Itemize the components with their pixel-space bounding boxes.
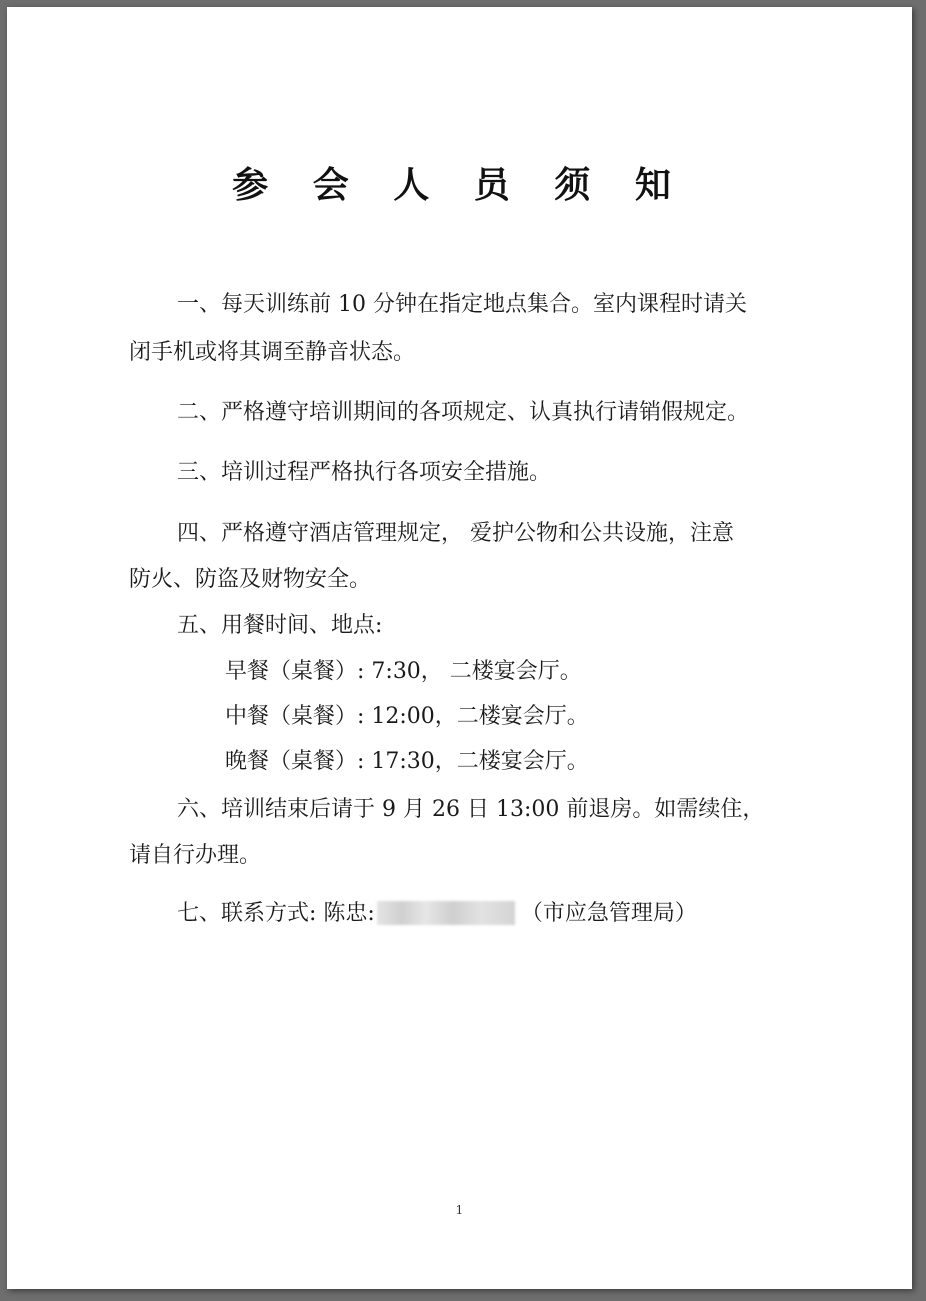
document-page [7, 7, 912, 1289]
item-1-line-2: 闭手机或将其调至静音状态。 [129, 340, 416, 365]
item-6-line-2: 请自行办理。 [129, 843, 262, 868]
redacted-phone-number [377, 901, 515, 925]
item-4-line-2: 防火、防盗及财物安全。 [129, 567, 372, 592]
item-7-suffix: （市应急管理局） [520, 901, 697, 926]
item-3: 三、培训过程严格执行各项安全措施。 [177, 460, 552, 485]
item-7-prefix: 七、联系方式: 陈忠: [177, 901, 375, 926]
page-number: 1 [455, 1203, 464, 1217]
item-7 [177, 899, 697, 929]
item-6-line-1: 六、培训结束后请于 9 月 26 日 13:00 前退房。如需续住， [177, 797, 765, 822]
item-5-lunch: 中餐（桌餐）: 12:00，二楼宴会厅。 [225, 704, 589, 729]
item-1-line-1: 一、每天训练前 10 分钟在指定地点集合。室内课程时请关 [177, 292, 747, 317]
item-4-line-1: 四、严格遵守酒店管理规定， 爱护公物和公共设施，注意 [177, 521, 734, 546]
item-2: 二、严格遵守培训期间的各项规定、认真执行请销假规定。 [177, 400, 750, 425]
item-5-heading: 五、用餐时间、地点: [177, 613, 383, 638]
document-title: 参 会 人 员 须 知 [232, 165, 687, 206]
item-5-breakfast: 早餐（桌餐）: 7:30， 二楼宴会厅。 [225, 659, 582, 684]
item-5-dinner: 晚餐（桌餐）: 17:30，二楼宴会厅。 [225, 749, 589, 774]
